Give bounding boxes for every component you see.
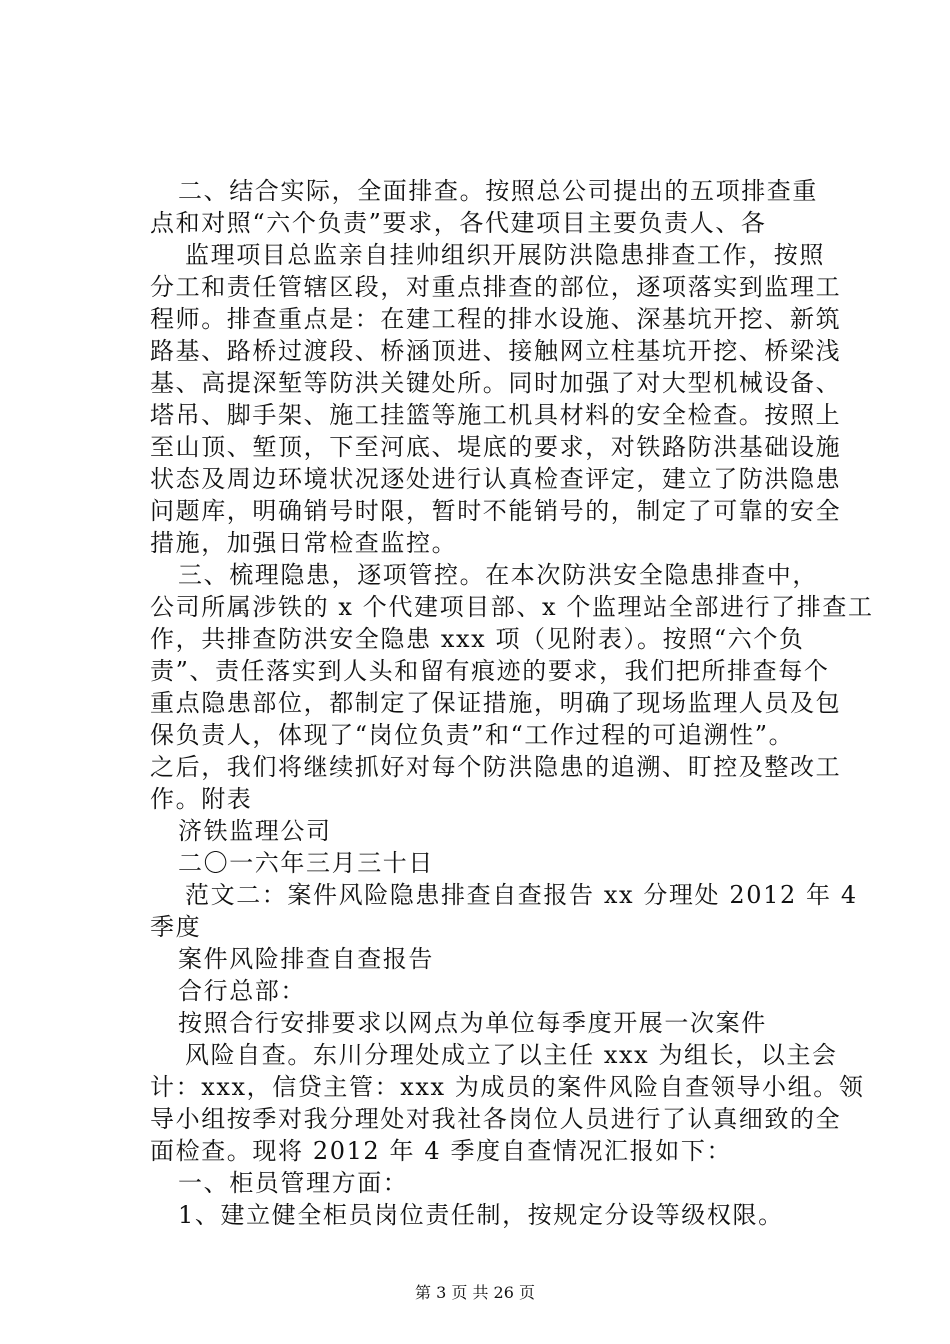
text-line: 二、结合实际，全面排查。按照总公司提出的五项排查重 — [178, 177, 818, 205]
text-line: 面检查。现将 2012 年 4 季度自查情况汇报如下： — [150, 1137, 733, 1165]
text-line: 季度 — [150, 913, 202, 941]
page-footer: 第 3 页 共 26 页 — [415, 1283, 535, 1302]
text-line: 程师。排查重点是：在建工程的排水设施、深基坑开挖、新筑 — [150, 305, 842, 333]
text-line: 作。附表 — [150, 785, 253, 813]
text-line: 问题库，明确销号时限，暂时不能销号的，制定了可靠的安全 — [150, 497, 842, 525]
text-line: 范文二：案件风险隐患排查自查报告 xx 分理处 2012 年 4 — [185, 881, 858, 909]
text-line: 基、高提深堑等防洪关键处所。同时加强了对大型机械设备、 — [150, 369, 842, 397]
text-line: 按照合行安排要求以网点为单位每季度开展一次案件 — [178, 1009, 767, 1037]
text-line: 责”、责任落实到人头和留有痕迹的要求，我们把所排查每个 — [150, 657, 830, 685]
salutation: 合行总部： — [178, 977, 306, 1005]
text-line: 路基、路桥过渡段、桥涵顶进、接触网立柱基坑开挖、桥梁浅 — [150, 337, 842, 365]
text-line: 计：xxx，信贷主管：xxx 为成员的案件风险自查领导小组。领 — [150, 1073, 865, 1101]
text-line: 之后，我们将继续抓好对每个防洪隐患的追溯、盯控及整改工 — [150, 753, 842, 781]
text-line: 作，共排查防洪安全隐患 xxx 项（见附表）。按照“六个负 — [150, 625, 805, 653]
text-line: 重点隐患部位，都制定了保证措施，明确了现场监理人员及包 — [150, 689, 842, 717]
text-line: 1、建立健全柜员岗位责任制，按规定分设等级权限。 — [178, 1201, 784, 1229]
text-line: 保负责人，体现了“岗位负责”和“工作过程的可追溯性”。 — [150, 721, 795, 749]
subsection-heading: 一、柜员管理方面： — [178, 1169, 409, 1197]
text-line: 塔吊、脚手架、施工挂篮等施工机具材料的安全检查。按照上 — [150, 401, 842, 429]
text-line: 公司所属涉铁的 x 个代建项目部、x 个监理站全部进行了排查工 — [150, 593, 874, 621]
text-line: 分工和责任管辖区段，对重点排查的部位，逐项落实到监理工 — [150, 273, 842, 301]
signature-company: 济铁监理公司 — [178, 817, 332, 845]
signature-date: 二〇一六年三月三十日 — [178, 849, 434, 877]
text-line: 三、梳理隐患，逐项管控。在本次防洪安全隐患排查中， — [178, 561, 818, 589]
text-line: 措施，加强日常检查监控。 — [150, 529, 458, 557]
text-line: 点和对照“六个负责”要求，各代建项目主要负责人、各 — [150, 209, 767, 237]
text-line: 导小组按季对我分理处对我社各岗位人员进行了认真细致的全 — [150, 1105, 842, 1133]
section-title: 案件风险排查自查报告 — [178, 945, 434, 973]
text-line: 监理项目总监亲自挂帅组织开展防洪隐患排查工作，按照 — [185, 241, 825, 269]
text-line: 状态及周边环境状况逐处进行认真检查评定，建立了防洪隐患 — [150, 465, 842, 493]
text-line: 至山顶、堑顶，下至河底、堤底的要求，对铁路防洪基础设施 — [150, 433, 842, 461]
text-line: 风险自查。东川分理处成立了以主任 xxx 为组长，以主会 — [185, 1041, 838, 1069]
